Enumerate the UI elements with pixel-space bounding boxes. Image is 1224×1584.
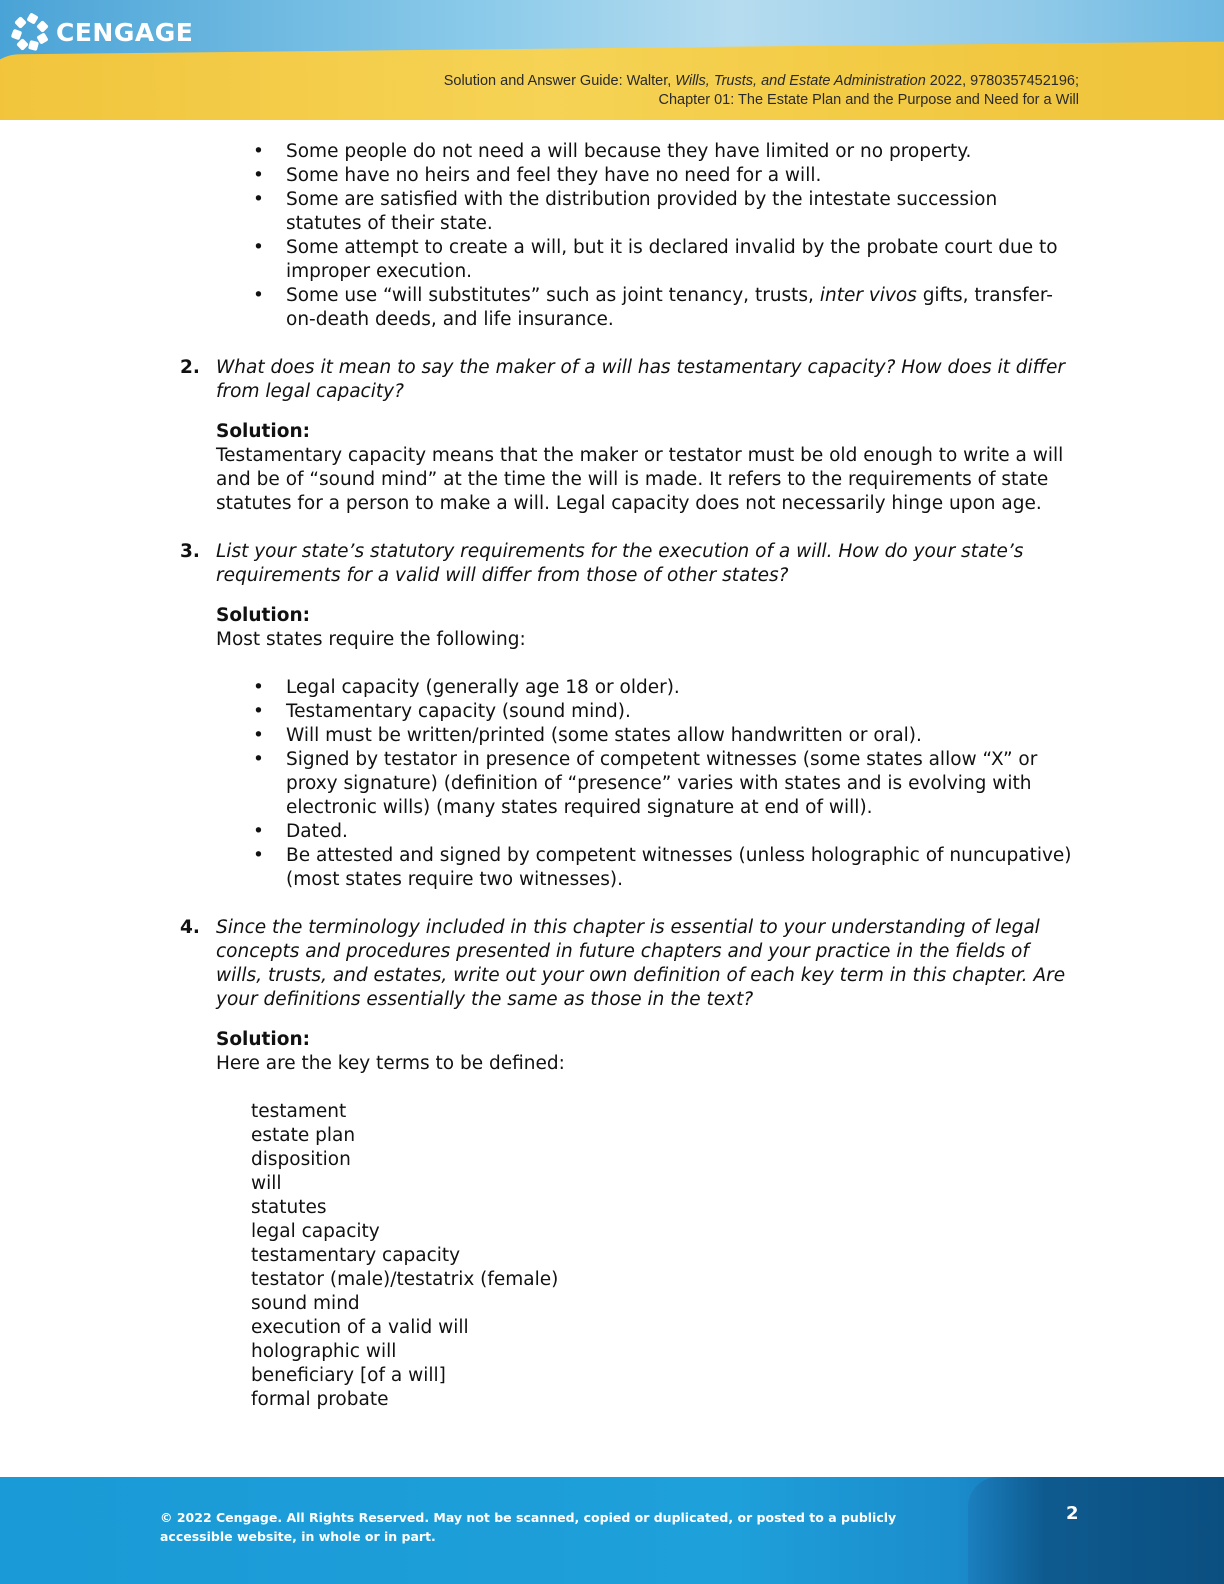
solution-intro: Most states require the following: [216,629,526,650]
page-header [0,0,1224,120]
header-line1-prefix: Solution and Answer Guide: Walter, [443,73,676,89]
solution-label: Solution: [216,421,311,442]
copyright-notice: © 2022 Cengage. All Rights Reserved. May not be scanned, copied or duplicated, or posted to a publicly accessible website, in whole or in part. [160,1510,897,1544]
list-item: • Some people do not need a will because they have limited or no property. [253,141,972,162]
solution-label: Solution: [216,1029,311,1050]
list-item: testament [251,1101,347,1122]
question-3 [0,540,1224,588]
question-text: List your state’s statutory requirements for the execution of a will. How do your state’s requirements for a valid will differ from those of other states? [216,541,1024,586]
footer-dark-band [968,1477,1224,1584]
list-item: statutes [251,1197,327,1218]
question-2 [0,356,1224,404]
question-text: Since the terminology included in this chapter is essential to your understanding of legal concepts and procedures presented in future chapters and your practice in the fields of wills, trusts, and estates, write out your own definition of each key term in this chapter. Are your definitions essentially the same as those in the text? [216,917,1066,1010]
logo-text: CENGAGE [56,17,194,47]
list-item: • Will must be written/printed (some states allow handwritten or oral). [253,725,922,746]
list-item: formal probate [251,1389,389,1410]
question-number: 4. [180,917,200,938]
header-chapter: Chapter 01: The Estate Plan and the Purpose and Need for a Will [658,92,1079,108]
list-item: • Dated. [253,821,348,842]
solution-text: Testamentary capacity means that the maker or testator must be old enough to write a will and be of “sound mind” at the time the will is made. It refers to the requirements of state statutes for a person to make a will. Legal capacity does not necessarily hinge upon age. [216,445,1064,514]
cengage-logo-icon [12,14,48,50]
header-citation [444,72,1079,110]
list-item: testamentary capacity [251,1245,461,1266]
list-item: legal capacity [251,1221,380,1242]
list-item: • Legal capacity (generally age 18 or older). [253,677,680,698]
list-item: • Testamentary capacity (sound mind). [253,701,631,722]
list-item: beneficiary [of a will] [251,1365,446,1386]
question-text: What does it mean to say the maker of a will has testamentary capacity? How does it differ from legal capacity? [216,357,1065,402]
requirements-bullet-list [0,676,1224,892]
list-item: • Be attested and signed by competent witnesses (unless holographic of nuncupative) (most states require two witnesses). [253,845,1072,890]
page-content [0,140,1224,1412]
header-book-title: Wills, Trusts, and Estate Administration [675,73,926,89]
list-item: estate plan [251,1125,356,1146]
list-item: execution of a valid will [251,1317,469,1338]
page-number: 2 [1066,1503,1079,1524]
list-item: • Some have no heirs and feel they have no need for a will. [253,165,822,186]
question-4 [0,916,1224,1012]
question-number: 2. [180,357,200,378]
solution-label: Solution: [216,605,311,626]
list-item: • Some attempt to create a will, but it is declared invalid by the probate court due to improper execution. [253,237,1058,282]
list-item: disposition [251,1149,351,1170]
intro-bullet-list [0,140,1224,332]
header-line1-suffix: 2022, 9780357452196; [925,73,1079,89]
page-footer [0,1477,1224,1584]
cengage-logo [12,14,193,50]
list-item: • Some use “will substitutes” such as joint tenancy, trusts, inter vivos gifts, transfer-on-death deeds, and life insurance. [253,285,1053,330]
list-item: • Signed by testator in presence of competent witnesses (some states allow “X” or proxy signature) (definition of “presence” varies with states and is evolving with electronic wills) (many states required signature at end of will). [253,749,1038,818]
list-item: will [251,1173,282,1194]
list-item: testator (male)/testatrix (female) [251,1269,559,1290]
question-number: 3. [180,541,200,562]
key-terms-list [251,1100,1224,1412]
list-item: holographic will [251,1341,397,1362]
list-item: sound mind [251,1293,360,1314]
solution-intro: Here are the key terms to be defined: [216,1053,565,1074]
list-item: • Some are satisfied with the distribution provided by the intestate succession statutes of their state. [253,189,998,234]
